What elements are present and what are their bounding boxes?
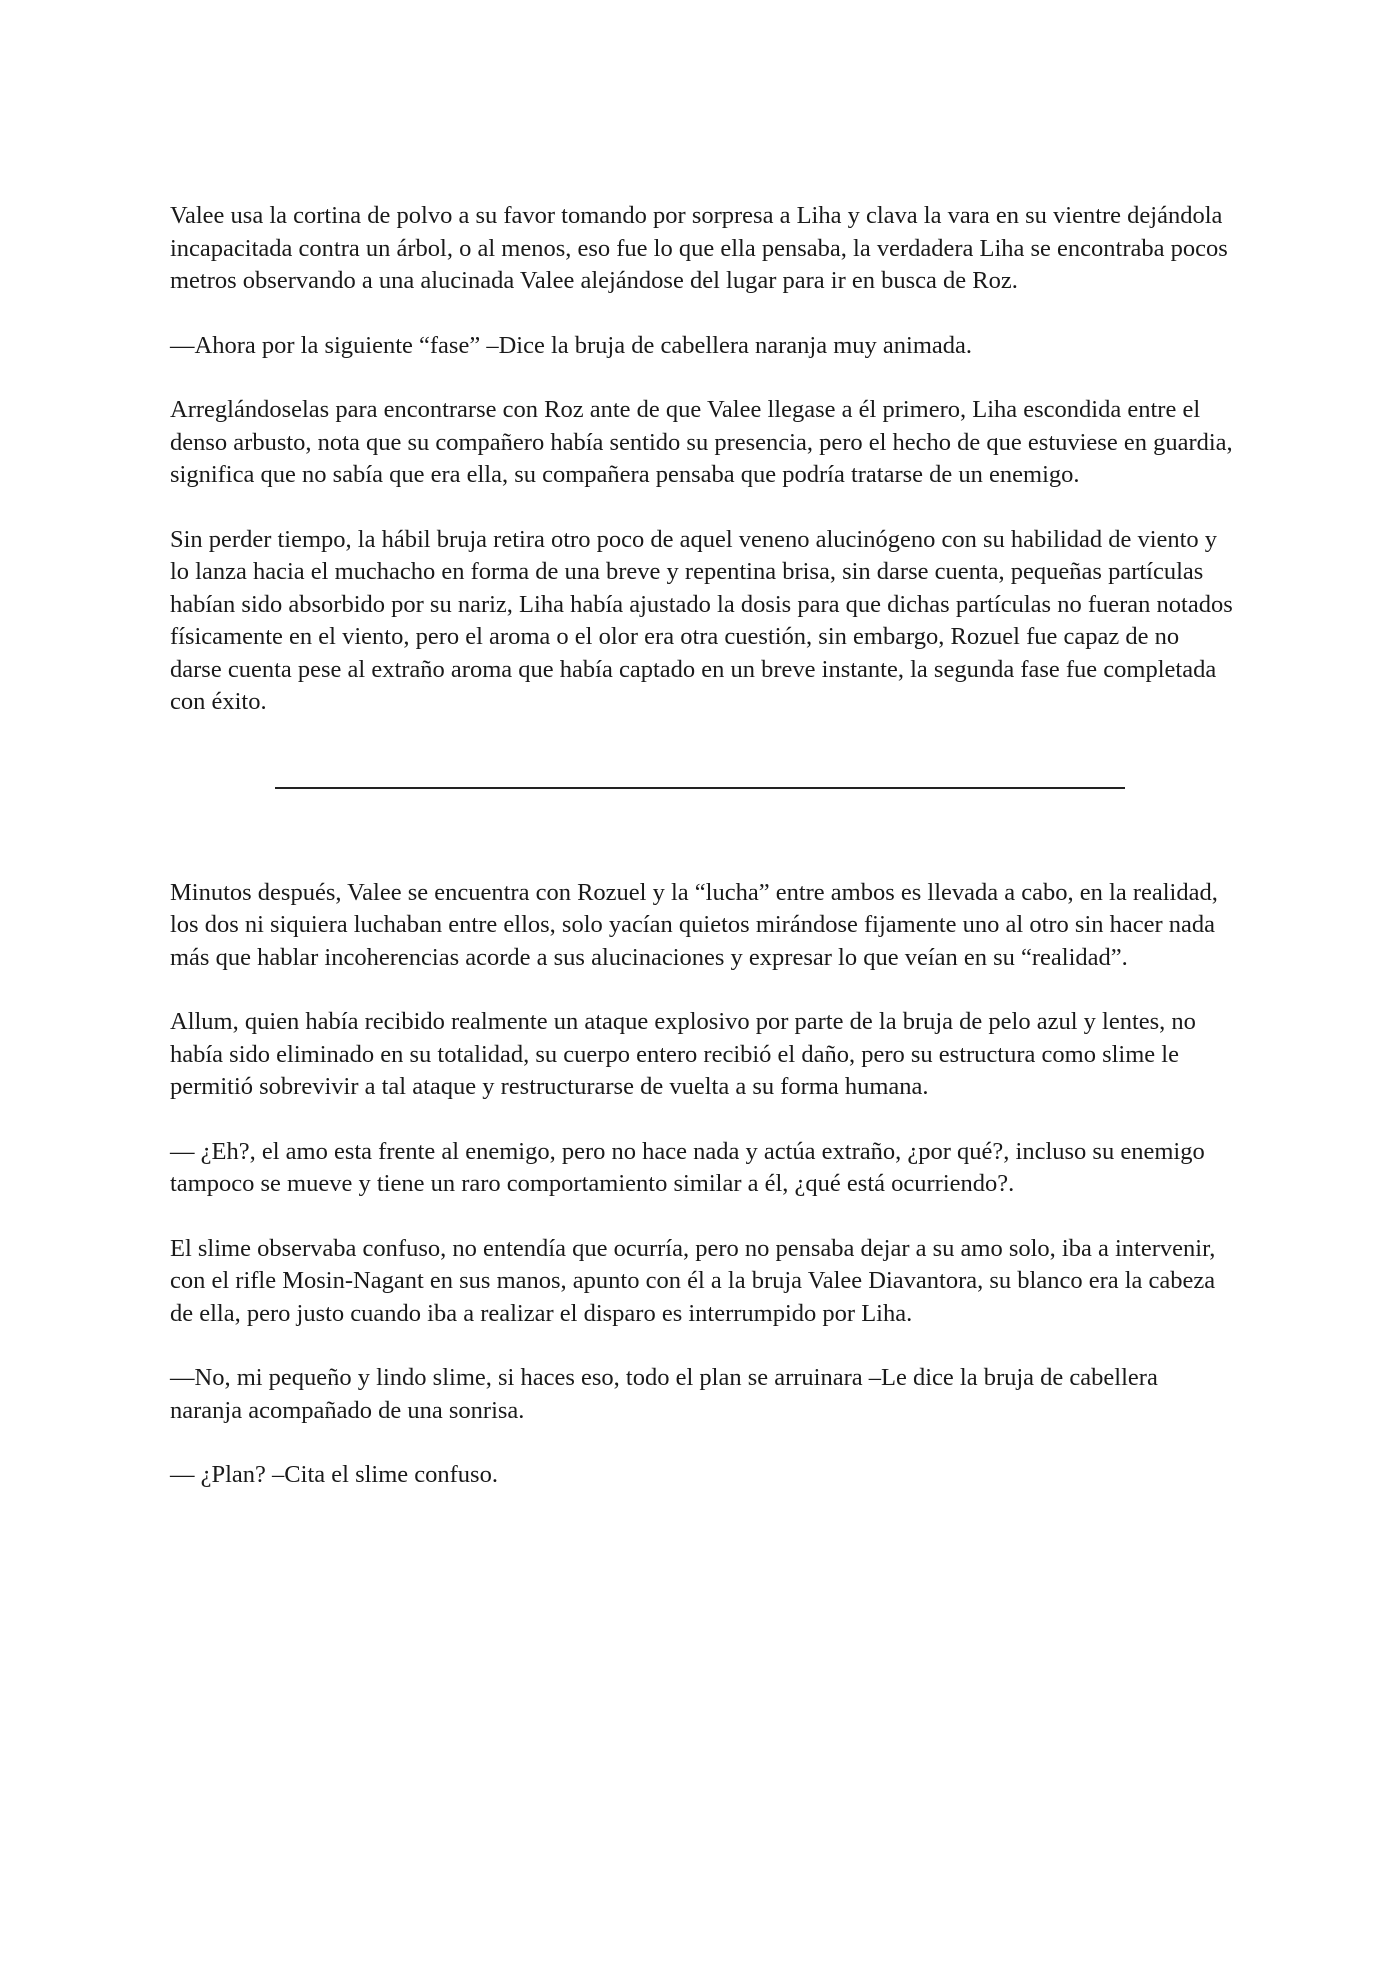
paragraph: Valee usa la cortina de polvo a su favor tomando por sorpresa a Liha y clava la vara en su vientre dejándola incapacitada contra un árbol, o al menos, eso fue lo que ella pensaba, la verdadera Liha se encontraba pocos metros observando a una alucinada Valee alejándose del lugar para ir en busca de Roz. (170, 202, 1228, 294)
paragraph: Arreglándoselas para encontrarse con Roz ante de que Valee llegase a él primero, Liha escondida entre el denso arbusto, nota que su compañero había sentido su presencia, pero el hecho de que estuviese en guardia, significa que no sabía que era ella, su compañera pensaba que podría tratarse de un enemigo. (170, 396, 1233, 488)
paragraph: Sin perder tiempo, la hábil bruja retira otro poco de aquel veneno alucinógeno con su habilidad de viento y lo lanza hacia el muchacho en forma de una breve y repentina brisa, sin darse cuenta, pequeñas partículas habían sido absorbido por su nariz, Liha había ajustado la dosis para que dichas partículas no fueran notados físicamente en el viento, pero el aroma o el olor era otra cuestión, sin embargo, Rozuel fue capaz de no darse cuenta pese al extraño aroma que había captado en un breve instante, la segunda fase fue completada con éxito. (170, 525, 1233, 715)
paragraph: — ¿Plan? –Cita el slime confuso. (170, 1461, 498, 1488)
section-divider (275, 787, 1125, 789)
paragraph: —No, mi pequeño y lindo slime, si haces eso, todo el plan se arruinara –Le dice la bruja de cabellera naranja acompañado de una sonrisa. (170, 1364, 1158, 1424)
section-one (170, 200, 1235, 719)
paragraph: Allum, quien había recibido realmente un ataque explosivo por parte de la bruja de pelo azul y lentes, no había sido eliminado en su totalidad, su cuerpo entero recibió el daño, pero su estructura como slime le permitió sobrevivir a tal ataque y restructurarse de vuelta a su forma humana. (170, 1008, 1196, 1100)
paragraph: Minutos después, Valee se encuentra con Rozuel y la “lucha” entre ambos es llevada a cabo, en la realidad, los dos ni siquiera luchaban entre ellos, solo yacían quietos mirándose fijamente uno al otro sin hacer nada más que hablar incoherencias acorde a sus alucinaciones y expresar lo que veían en su “realidad”. (170, 878, 1218, 971)
paragraph: El slime observaba confuso, no entendía que ocurría, pero no pensaba dejar a su amo solo, iba a intervenir, con el rifle Mosin-Nagant en sus manos, apunto con él a la bruja Valee Diavantora, su blanco era la cabeza de ella, pero justo cuando iba a realizar el disparo es interrumpido por Liha. (170, 1234, 1216, 1327)
paragraph: —Ahora por la siguiente “fase” –Dice la bruja de cabellera naranja muy animada. (170, 331, 973, 359)
section-two (170, 877, 1235, 1492)
document-page (170, 200, 1235, 1524)
paragraph: — ¿Eh?, el amo esta frente al enemigo, pero no hace nada y actúa extraño, ¿por qué?, incluso su enemigo tampoco se mueve y tiene un raro comportamiento similar a él, ¿qué está ocurriendo?. (170, 1137, 1205, 1197)
